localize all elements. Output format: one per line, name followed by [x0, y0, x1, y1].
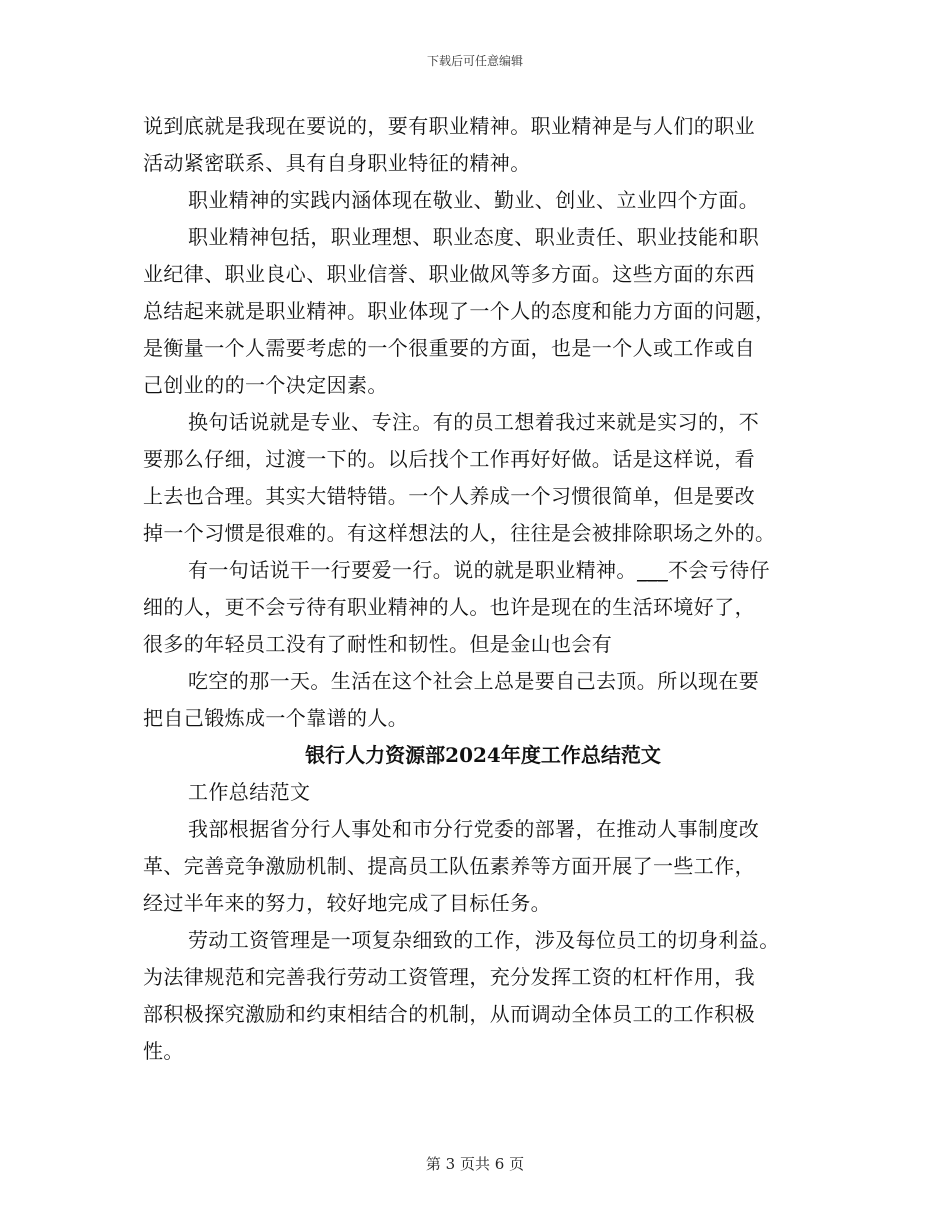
text-line: 是衡量一个人需要考虑的一个很重要的方面，也是一个人或工作或自 — [143, 336, 755, 360]
paragraph — [143, 552, 803, 663]
text-line: 性。 — [143, 1039, 184, 1063]
text-line: 要那么仔细，过渡一下的。以后找个工作再好好做。话是这样说，看 — [143, 447, 755, 471]
text-line: 职业精神包括，职业理想、职业态度、职业责任、职业技能和职 — [188, 225, 760, 249]
text-line: 劳动工资管理是一项复杂细致的工作，涉及每位员工的切身利益。 — [188, 928, 780, 952]
paragraph — [143, 811, 803, 922]
paragraph — [143, 182, 803, 219]
text-line: 革、完善竞争激励机制、提高员工队伍素养等方面开展了一些工作， — [143, 854, 755, 878]
text-segment: 有一句话说干一行要爱一行。说的就是职业精神。 — [188, 558, 637, 582]
text-line: 把自己锻炼成一个靠谱的人。 — [143, 706, 409, 730]
text-line: 掉一个习惯是很难的。有这样想法的人，往往是会被排除职场之外的。 — [143, 521, 776, 545]
text-line: 我部根据省分行人事处和市分行党委的部署，在推动人事制度改 — [188, 817, 760, 841]
text-line: 活动紧密联系、具有自身职业特征的精神。 — [143, 151, 531, 175]
paragraph — [143, 663, 803, 737]
text-line: 说到底就是我现在要说的，要有职业精神。职业精神是与人们的职业 — [143, 114, 755, 138]
text-line: 为法律规范和完善我行劳动工资管理，充分发挥工资的杠杆作用，我 — [143, 965, 755, 989]
text-line: 很多的年轻员工没有了耐性和韧性。但是金山也会有 — [143, 632, 613, 656]
text-line: 业纪律、职业良心、职业信誉、职业做风等多方面。这些方面的东西 — [143, 262, 755, 286]
text-line — [143, 552, 803, 589]
text-line: 总结起来就是职业精神。职业体现了一个人的态度和能力方面的问题， — [143, 299, 776, 323]
text-line: 部积极探究激励和约束相结合的机制，从而调动全体员工的工作积极 — [143, 1002, 755, 1026]
paragraph — [143, 219, 803, 404]
document-body — [143, 108, 803, 1070]
paragraph — [143, 774, 803, 811]
text-line: 己创业的的一个决定因素。 — [143, 373, 388, 397]
paragraph — [143, 108, 803, 182]
section-title: 银行人力资源部2024年度工作总结范文 — [305, 743, 661, 767]
text-line: 吃空的那一天。生活在这个社会上总是要自己去顶。所以现在要 — [188, 669, 760, 693]
fill-in-blank: ___ — [636, 558, 669, 582]
text-line: 细的人，更不会亏待有职业精神的人。也许是现在的生活环境好了， — [143, 595, 755, 619]
paragraph — [143, 922, 803, 1070]
text-segment: 不会亏待仔 — [668, 558, 771, 582]
text-line: 上去也合理。其实大错特错。一个人养成一个习惯很简单，但是要改 — [143, 484, 755, 508]
text-line: 工作总结范文 — [188, 780, 311, 804]
page-footer: 第 3 页共 6 页 — [425, 1155, 525, 1173]
text-line: 经过半年来的努力，较好地完成了目标任务。 — [143, 891, 551, 915]
paragraph — [143, 404, 803, 552]
page-header: 下载后可任意编辑 — [426, 54, 523, 68]
text-line: 换句话说就是专业、专注。有的员工想着我过来就是实习的，不 — [188, 410, 760, 434]
text-line: 职业精神的实践内涵体现在敬业、勤业、创业、立业四个方面。 — [188, 188, 760, 212]
